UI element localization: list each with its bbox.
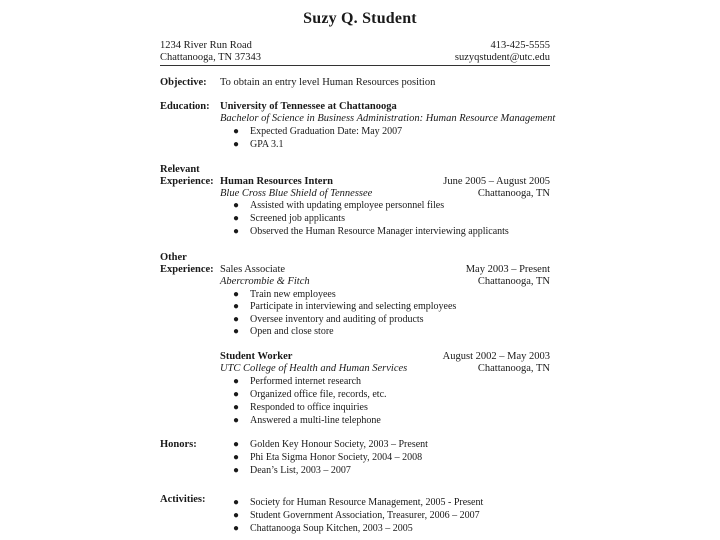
activities-label: Activities: bbox=[160, 494, 206, 505]
relevant-label-2: Experience: bbox=[160, 176, 214, 187]
email-address: suzyqstudent@utc.edu bbox=[454, 52, 550, 63]
relevant-label-1: Relevant bbox=[160, 164, 200, 175]
degree-name: Bachelor of Science in Business Administration: Human Resource Management bbox=[220, 113, 556, 124]
education-label: Education: bbox=[160, 101, 210, 112]
list-item: ● Expected Graduation Date: May 2007 bbox=[233, 126, 403, 137]
list-item: ● Assisted with updating employee personnel files bbox=[233, 200, 445, 211]
job-title: Human Resources Intern bbox=[220, 176, 333, 187]
other-label-2: Experience: bbox=[160, 264, 214, 275]
list-item: ● Society for Human Resource Management, 2005 - Present bbox=[233, 497, 484, 508]
school-name: University of Tennessee at Chattanooga bbox=[220, 101, 397, 112]
list-item: ● Golden Key Honour Society, 2003 – Present bbox=[233, 439, 428, 450]
job-dates: August 2002 – May 2003 bbox=[442, 351, 550, 362]
job-title: Student Worker bbox=[220, 351, 293, 362]
address-line-1: 1234 River Run Road bbox=[160, 40, 252, 51]
honors-label: Honors: bbox=[160, 439, 197, 450]
list-item: ● GPA 3.1 bbox=[233, 139, 284, 150]
job-location: Chattanooga, TN bbox=[477, 188, 550, 199]
list-item: ● Answered a multi-line telephone bbox=[233, 415, 381, 426]
job-title: Sales Associate bbox=[220, 264, 286, 275]
list-item: ● Phi Eta Sigma Honor Society, 2004 – 2008 bbox=[233, 452, 423, 463]
job-org: Abercrombie & Fitch bbox=[220, 276, 310, 287]
job-dates: June 2005 – August 2005 bbox=[443, 176, 550, 187]
address-line-2: Chattanooga, TN 37343 bbox=[160, 52, 262, 63]
list-item: ● Participate in interviewing and selecting employees bbox=[233, 301, 457, 312]
list-item: ● Oversee inventory and auditing of products bbox=[233, 314, 424, 325]
list-item: ● Dean’s List, 2003 – 2007 bbox=[233, 465, 351, 476]
list-item: ● Student Government Association, Treasurer, 2006 – 2007 bbox=[233, 510, 480, 521]
job-dates: May 2003 – Present bbox=[465, 264, 550, 275]
list-item: ● Screened job applicants bbox=[233, 213, 345, 224]
list-item: ● Performed internet research bbox=[233, 376, 362, 387]
list-item: ● Chattanooga Soup Kitchen, 2003 – 2005 bbox=[233, 523, 413, 534]
resume-name: Suzy Q. Student bbox=[303, 10, 417, 27]
phone-number: 413-425-5555 bbox=[490, 40, 550, 51]
job-org: Blue Cross Blue Shield of Tennessee bbox=[220, 188, 373, 199]
header-divider bbox=[160, 65, 550, 66]
list-item: ● Organized office file, records, etc. bbox=[233, 389, 387, 400]
list-item: ● Observed the Human Resource Manager interviewing applicants bbox=[233, 226, 509, 237]
list-item: ● Train new employees bbox=[233, 289, 336, 300]
objective-text: To obtain an entry level Human Resources position bbox=[220, 77, 436, 88]
objective-label: Objective: bbox=[160, 77, 207, 88]
list-item: ● Open and close store bbox=[233, 326, 334, 337]
job-location: Chattanooga, TN bbox=[477, 276, 550, 287]
other-label-1: Other bbox=[160, 252, 187, 263]
job-org: UTC College of Health and Human Services bbox=[220, 363, 408, 374]
job-location: Chattanooga, TN bbox=[477, 363, 550, 374]
list-item: ● Responded to office inquiries bbox=[233, 402, 368, 413]
